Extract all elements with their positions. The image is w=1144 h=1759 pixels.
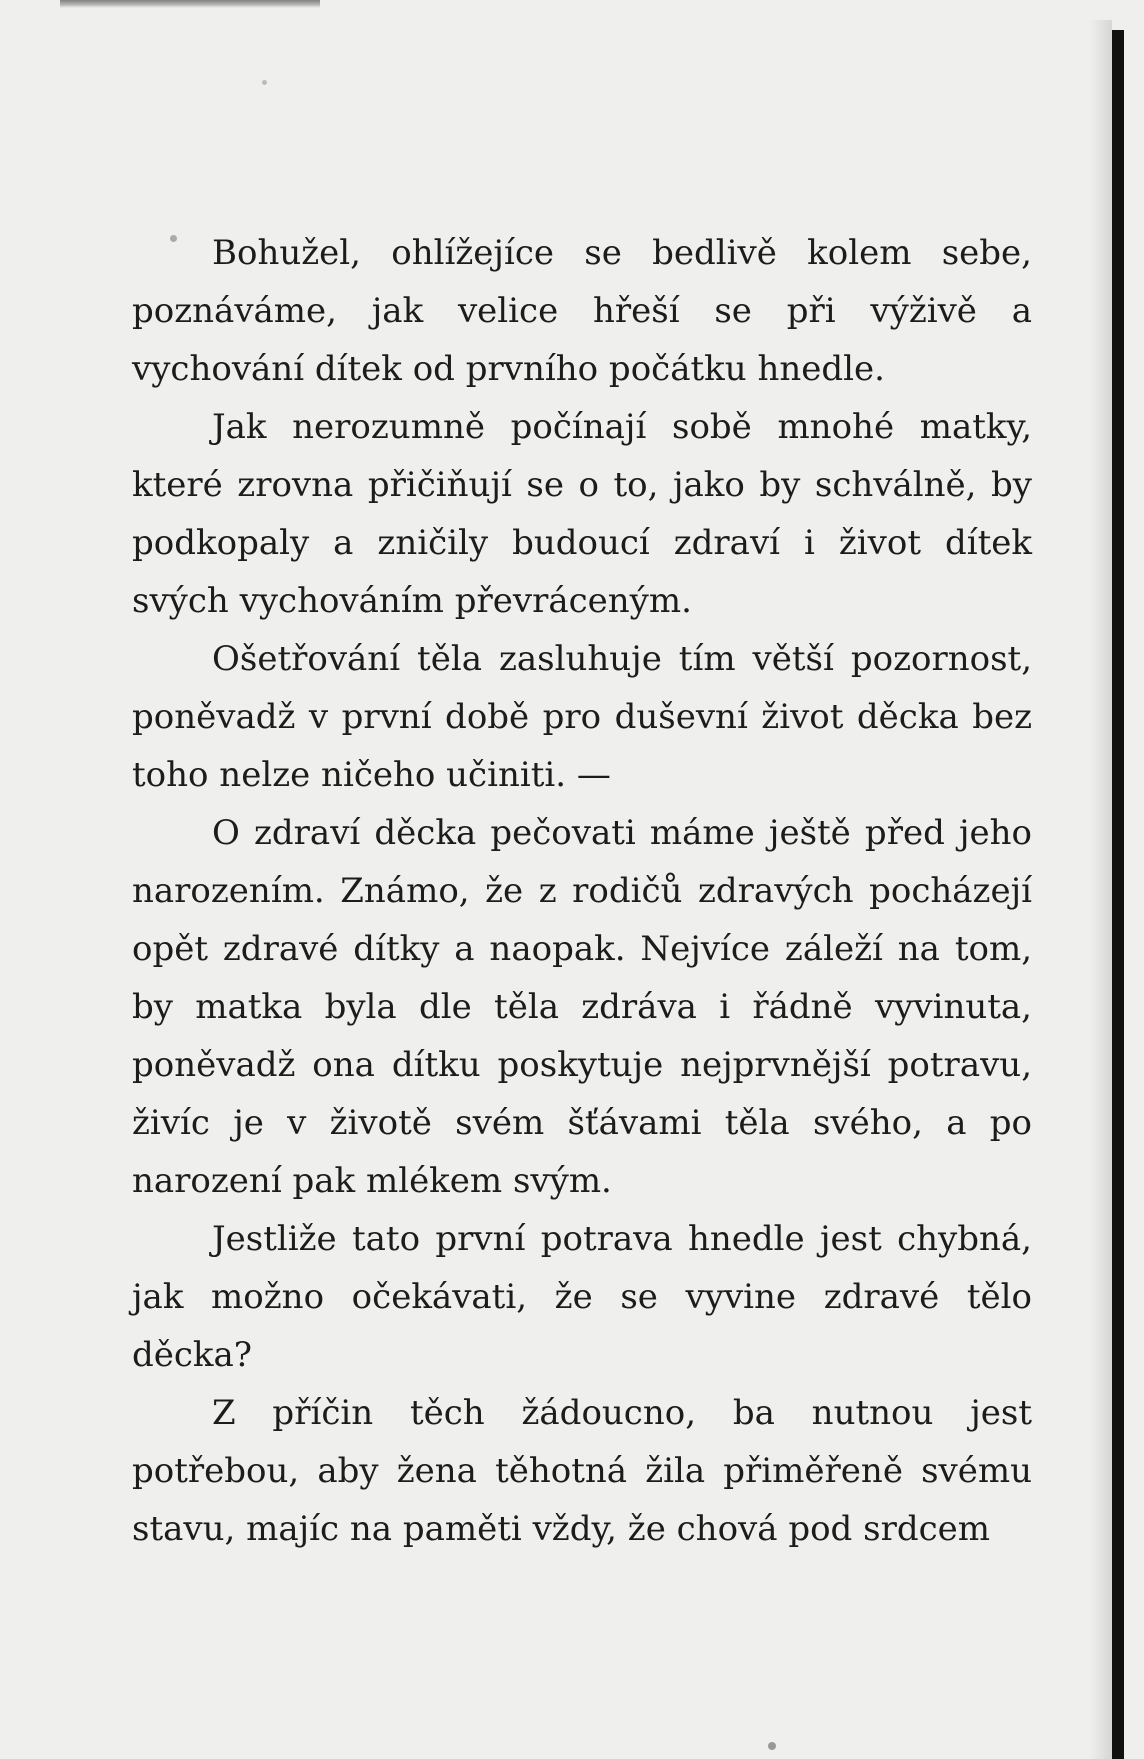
paragraph: Jestliže tato první potrava hnedle jest chybná, jak možno očekávati, že se vyvine zdravé tělo děcka? [132, 1219, 1032, 1375]
paper-speck [768, 1742, 776, 1750]
paragraph: Bohužel, ohlížejíce se bedlivě kolem sebe, poznáváme, jak velice hřeší se při výživě a vychování dítek od prvního počátku hnedle. [132, 233, 1032, 389]
paragraph: Ošetřování těla zasluhuje tím větší pozornost, poněvadž v první době pro duševní život děcka bez toho nelze ničeho učiniti. — [132, 639, 1032, 795]
paragraph: Jak nerozumně počínají sobě mnohé matky, které zrovna přičiňují se o to, jako by schválně, by podkopaly a zničily budoucí zdraví i život dítek svých vychováním převráceným. [132, 407, 1032, 621]
paper-speck [262, 80, 267, 85]
body-text [132, 224, 1032, 1558]
binding-shadow [1090, 20, 1112, 1759]
page-top-edge [60, 0, 320, 8]
paragraph: Z příčin těch žádoucno, ba nutnou jest potřebou, aby žena těhotná žila přiměřeně svému stavu, majíc na paměti vždy, že chová pod srdcem [132, 1393, 1032, 1549]
paragraph: O zdraví děcka pečovati máme ještě před jeho narozením. Známo, že z rodičů zdravých pocházejí opět zdravé dítky a naopak. Nejvíce záleží na tom, by matka byla dle těla zdráva i řádně vyvinuta, poněvadž ona dítku poskytuje nejprvnější potravu, živíc je v životě svém šťávami těla svého, a po narození pak mlékem svým. [132, 813, 1032, 1201]
binding-edge [1112, 30, 1124, 1759]
